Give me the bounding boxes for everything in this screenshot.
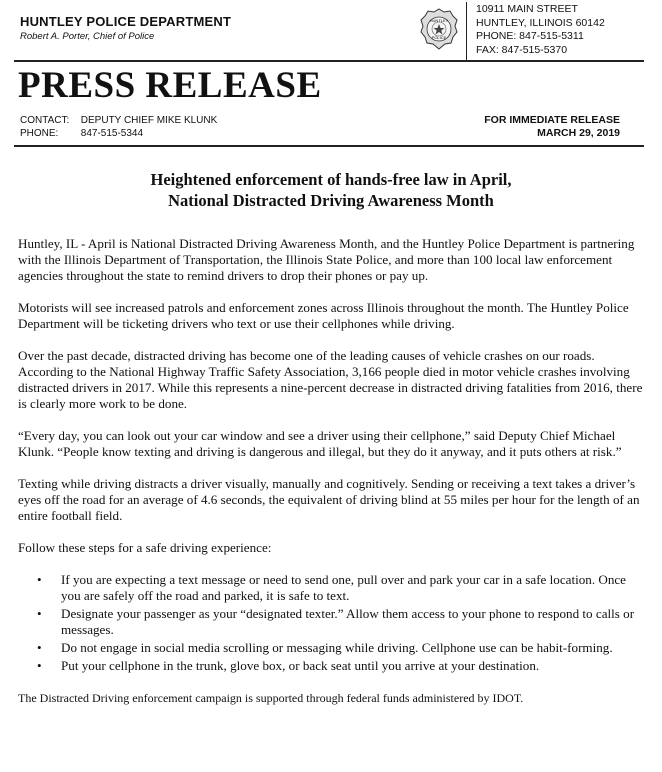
list-item — [18, 572, 648, 604]
address-block — [476, 3, 605, 57]
headline — [0, 169, 662, 211]
press-release-title: PRESS RELEASE — [18, 65, 322, 106]
chief-name: Robert A. Porter, Chief of Police — [20, 31, 155, 42]
headline-line-1: Heightened enforcement of hands-free law in April, — [150, 170, 512, 189]
contact-block — [20, 114, 217, 140]
paragraph: Over the past decade, distracted driving has become one of the leading causes of vehicle crashes on our roads. According to the National Highway Traffic Safety Association, 3,166 people died in motor vehicle crashes involving distracted drivers in 2017. While this represents a nine-percent decrease in distracted driving fatalities from 2016, there is clearly more work to be done. — [18, 348, 643, 411]
list-item — [18, 658, 648, 674]
phone-label: PHONE: — [20, 128, 59, 139]
article-body — [18, 236, 648, 706]
headline-line-2: National Distracted Driving Awareness Month — [168, 191, 494, 210]
bullet-icon: • — [37, 572, 42, 587]
address-fax: FAX: 847-515-5370 — [476, 43, 568, 56]
list-item-text: Designate your passenger as your “designated texter.” Allow them access to your phone to respond to calls or messages. — [61, 606, 635, 637]
paragraph: Follow these steps for a safe driving experience: — [18, 540, 272, 555]
phone-value: 847-515-5344 — [80, 128, 144, 139]
address-city: HUNTLEY, ILLINOIS 60142 — [476, 16, 605, 29]
release-block — [484, 114, 620, 140]
badge-text-top: HUNTLEY — [429, 18, 449, 23]
bullet-icon: • — [37, 640, 42, 655]
contact-label: CONTACT: — [20, 115, 70, 126]
paragraph: “Every day, you can look out your car window and see a driver using their cellphone,” said Deputy Chief Michael Klunk. “People know texting and driving is dangerous and illegal, but they do it anyway, and it puts others at risk.” — [18, 428, 622, 459]
address-street: 10911 MAIN STREET — [476, 3, 578, 15]
top-rule — [14, 60, 644, 62]
list-item-text: Do not engage in social media scrolling or messaging while driving. Cellphone use can be habit-forming. — [61, 640, 613, 655]
address-phone: PHONE: 847-515-5311 — [476, 30, 584, 43]
safety-tips-list — [18, 572, 648, 674]
paragraph: Texting while driving distracts a driver visually, manually and cognitively. Sending or receiving a text takes a driver’s eyes off the road for an average of 4.6 seconds, the equivalent of driving blind at 55 miles per hour for the length of an entire football field. — [18, 476, 640, 523]
police-badge-icon — [420, 8, 458, 50]
release-notice: FOR IMMEDIATE RELEASE — [484, 114, 620, 126]
department-name: HUNTLEY POLICE DEPARTMENT — [20, 14, 232, 29]
paragraph: Huntley, IL - April is National Distracted Driving Awareness Month, and the Huntley Police Department is partnering with the Illinois Department of Transportation, the Illinois State Police, and more than 100 local law enforcement agencies throughout the state to remind drivers to drop their phones or pay up. — [18, 236, 635, 283]
list-item — [18, 640, 648, 656]
bullet-icon: • — [37, 658, 42, 673]
paragraph: Motorists will see increased patrols and enforcement zones across Illinois throughout the month. The Huntley Police Department will be ticketing drivers who text or use their cellphones while driving. — [18, 300, 629, 331]
bottom-rule — [14, 145, 644, 147]
release-date: MARCH 29, 2019 — [537, 127, 620, 139]
list-item-text: If you are expecting a text message or need to send one, pull over and park your car in a safe location. Once you are safely off the road and parked, it is safe to text. — [61, 572, 626, 603]
contact-value: DEPUTY CHIEF MIKE KLUNK — [80, 115, 218, 126]
bullet-icon: • — [37, 606, 42, 621]
header-divider — [466, 2, 467, 60]
badge-text-bottom: POLICE — [431, 35, 447, 40]
funding-note: The Distracted Driving enforcement campaign is supported through federal funds administered by IDOT. — [18, 691, 524, 705]
list-item — [18, 606, 648, 638]
list-item-text: Put your cellphone in the trunk, glove box, or back seat until you arrive at your destination. — [61, 658, 540, 673]
